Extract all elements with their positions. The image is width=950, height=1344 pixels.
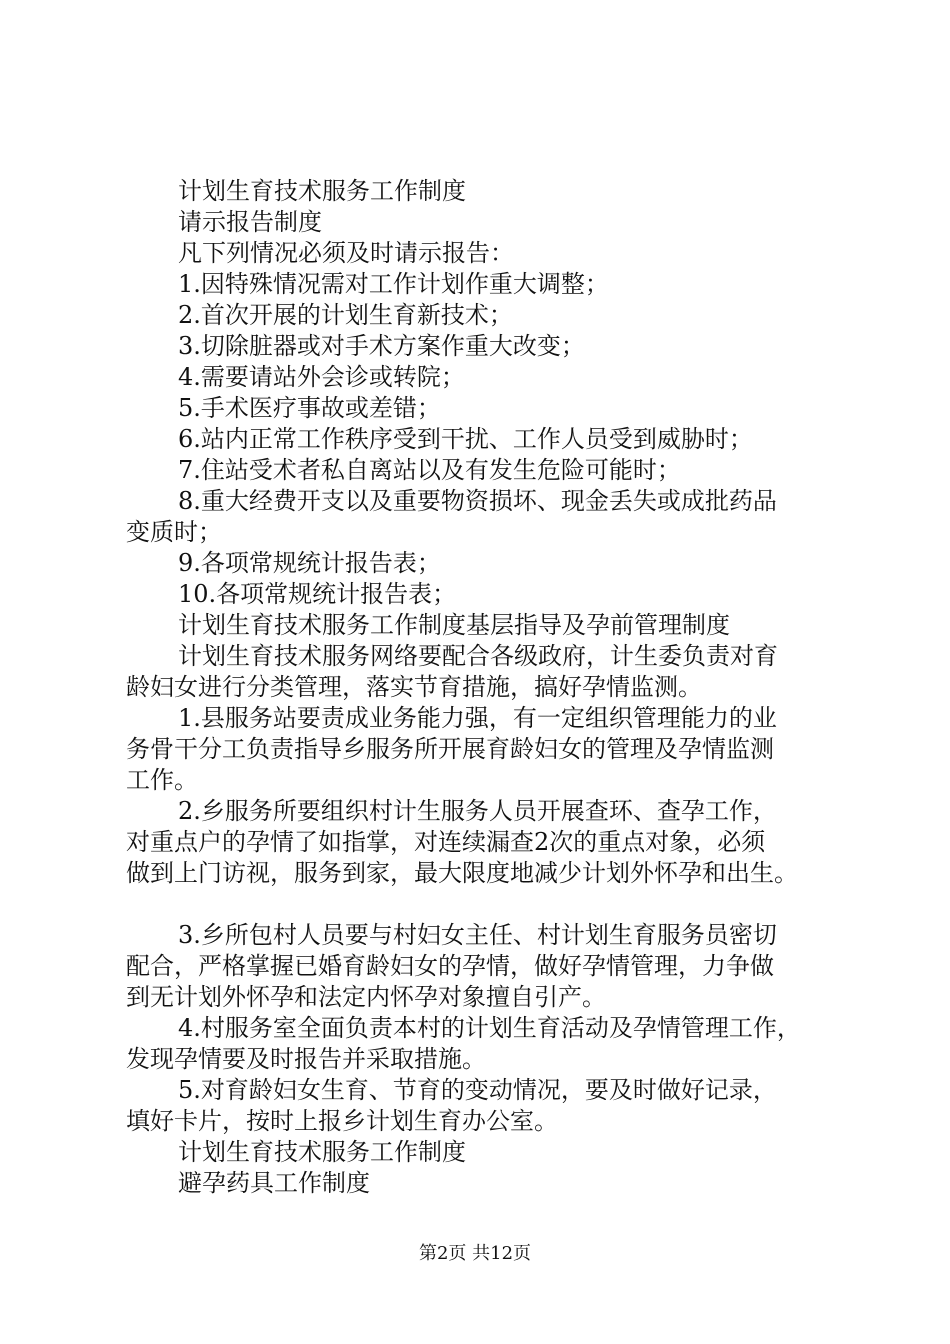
paragraph-line: 计划生育技术服务网络要配合各级政府，计生委负责对育: [178, 642, 778, 670]
list-item: 8.重大经费开支以及重要物资损坏、现金丢失或成批药品: [178, 487, 777, 515]
list-item: 2.乡服务所要组织村计生服务人员开展查环、查孕工作，: [178, 797, 777, 825]
list-item-continuation: 到无计划外怀孕和法定内怀孕对象擅自引产。: [126, 983, 606, 1011]
doc-title: 计划生育技术服务工作制度: [178, 177, 466, 205]
list-item: 1.县服务站要责成业务能力强，有一定组织管理能力的业: [178, 704, 777, 732]
list-item-continuation: 配合，严格掌握已婚育龄妇女的孕情，做好孕情管理，力争做: [126, 952, 774, 980]
section-heading: 请示报告制度: [178, 208, 322, 236]
list-item: 3.切除脏器或对手术方案作重大改变；: [178, 332, 585, 360]
list-item: 7.住站受术者私自离站以及有发生危险可能时；: [178, 456, 681, 484]
list-item: 1.因特殊情况需对工作计划作重大调整；: [178, 270, 609, 298]
list-item: 10.各项常规统计报告表；: [178, 580, 457, 608]
list-item: 5.对育龄妇女生育、节育的变动情况，要及时做好记录，: [178, 1076, 777, 1104]
section-heading: 计划生育技术服务工作制度基层指导及孕前管理制度: [178, 611, 730, 639]
list-item-continuation: 做到上门访视，服务到家，最大限度地减少计划外怀孕和出生。: [126, 859, 798, 887]
list-item: 4.需要请站外会诊或转院；: [178, 363, 465, 391]
list-item-continuation: 变质时；: [126, 518, 222, 546]
list-item: 4.村服务室全面负责本村的计划生育活动及孕情管理工作，: [178, 1014, 801, 1042]
list-item: 3.乡所包村人员要与村妇女主任、村计划生育服务员密切: [178, 921, 777, 949]
document-body: [126, 176, 841, 1199]
section-heading: 计划生育技术服务工作制度: [178, 1138, 466, 1166]
section-heading: 避孕药具工作制度: [178, 1169, 370, 1197]
list-item: 6.站内正常工作秩序受到干扰、工作人员受到威胁时；: [178, 425, 753, 453]
list-item-continuation: 工作。: [126, 766, 198, 794]
list-item-continuation: 务骨干分工负责指导乡服务所开展育龄妇女的管理及孕情监测: [126, 735, 774, 763]
paragraph-line: 凡下列情况必须及时请示报告：: [178, 239, 514, 267]
list-item-continuation: 填好卡片，按时上报乡计划生育办公室。: [126, 1107, 558, 1135]
list-item-continuation: 对重点户的孕情了如指掌，对连续漏查2次的重点对象，必须: [126, 828, 766, 856]
page-number-footer: 第2页 共12页: [418, 1243, 532, 1264]
blank-line: [126, 889, 841, 920]
list-item: 5.手术医疗事故或差错；: [178, 394, 441, 422]
list-item: 2.首次开展的计划生育新技术；: [178, 301, 513, 329]
list-item: 9.各项常规统计报告表；: [178, 549, 441, 577]
paragraph-line: 龄妇女进行分类管理，落实节育措施，搞好孕情监测。: [126, 673, 702, 701]
list-item-continuation: 发现孕情要及时报告并采取措施。: [126, 1045, 486, 1073]
